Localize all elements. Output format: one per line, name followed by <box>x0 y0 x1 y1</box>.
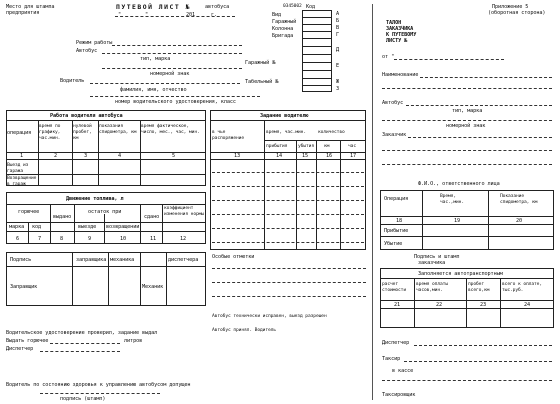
task-col-departure: убытия <box>298 144 314 149</box>
bus-label: Автобус <box>76 48 98 54</box>
stub-sign: Подпись и штамп <box>414 254 460 260</box>
fuel-col-issued: выдано <box>53 214 72 220</box>
task-num: 14 <box>276 153 283 159</box>
task-col-arrival: прибытия <box>266 144 288 149</box>
driver-name-sub: фамилия, имя, отчество <box>120 87 187 93</box>
plate-sub: номерной знак <box>150 71 190 77</box>
margin-letter: В <box>336 25 340 31</box>
stub-calc-title: Заполняется автотранспортным <box>418 271 503 277</box>
stub-title-2: (оборотная сторона) <box>488 10 546 16</box>
date-quote-1: " <box>118 12 122 18</box>
stub-calc-col: всего к оплате, тыс.руб. <box>502 282 542 293</box>
stamp-place-label: Место для штампа <box>6 4 55 10</box>
dw-col-odometer: показания спидометра, км <box>99 124 137 135</box>
bottom-liters: литров <box>124 338 143 344</box>
dw-col-zero-run: нулевой пробег, км <box>73 124 92 141</box>
fuel-sub-mark: марка <box>9 224 25 230</box>
driver-label: Водитель <box>60 78 85 84</box>
fuel-sub-out: выезде <box>78 224 97 230</box>
bottom-check-license: Водительское удостоверение проверил, задание выдал <box>6 330 158 336</box>
codes-title: Код <box>306 4 316 10</box>
margin-letter: Б <box>336 18 340 24</box>
bus-accepted: Автобус принял. Водитель <box>212 328 276 333</box>
sign-label: Подпись <box>10 257 32 263</box>
fuel-col-fuel: горючее <box>18 209 40 215</box>
stub-sign-2: заказчика <box>418 260 446 266</box>
stub-num: 18 <box>396 218 403 224</box>
stub-num: 19 <box>454 218 461 224</box>
codes-box <box>302 10 332 92</box>
task-num: 15 <box>302 153 309 159</box>
stub-calc-col: пробег всего,км <box>468 282 490 293</box>
stub-order: Заказчик <box>382 132 407 138</box>
margin-letter: Д <box>336 47 340 53</box>
margin-letter: З <box>336 86 340 92</box>
stub-bottom-dispatcher: Диспетчер <box>382 340 410 346</box>
margin-letter: Ж <box>336 79 340 85</box>
tech-check: Автобус технически исправен, выезд разрешен <box>212 314 327 319</box>
sign-fueler: заправщика <box>76 257 107 263</box>
dw-num-4: 4 <box>118 153 122 159</box>
stub-fio: Ф.И.О., ответственного лица <box>418 181 500 187</box>
fuel-col-handed: сдано <box>144 214 160 220</box>
fuel-col-coef: коэффициент изменения нормы <box>164 206 204 217</box>
task-num: 16 <box>326 153 333 159</box>
code-garage: Гаражный <box>272 19 297 25</box>
stub-calc-num: 23 <box>480 302 487 308</box>
stub-num: 20 <box>516 218 523 224</box>
okud-code: 0345002 <box>283 4 302 9</box>
fuel-num: 11 <box>150 236 157 242</box>
stub-bottom-taxirovshik: Таксировщик <box>382 392 416 398</box>
stub-line-1: ТАЛОН <box>386 20 402 26</box>
stub-bottom-taxir: Таксир <box>382 356 401 362</box>
task-title: Задание водителю <box>260 113 309 119</box>
stub-calc-num: 22 <box>436 302 443 308</box>
stub-col-odo: Показание спидометра, км <box>500 194 538 205</box>
stub-bottom-cash: в кассе <box>392 368 414 374</box>
dw-col-operation: операция <box>7 130 32 136</box>
driver-work-title: Работа водителя автобуса <box>50 113 123 119</box>
mechanic-label: Механик <box>142 284 164 290</box>
stub-calc-col: время оплаты часов,мин. <box>416 282 448 293</box>
task-col-count: количество <box>318 130 345 135</box>
garage-number-label: Гаражный № <box>245 60 276 66</box>
task-col-km: км <box>324 144 330 149</box>
fuel-col-remain: остаток при <box>88 209 122 215</box>
stub-calc-num: 21 <box>394 302 401 308</box>
bottom-sign-stamp: подпись (штамп) <box>60 396 106 402</box>
work-mode-label: Режим работы <box>76 40 113 46</box>
margin-letter: Е <box>336 63 340 69</box>
document-title: ПУТЕВОЙ ЛИСТ № <box>116 3 191 11</box>
dw-col-schedule: время по графику, час.мин. <box>39 124 61 141</box>
special-notes: Особые отметки <box>212 254 255 260</box>
stub-col-time: Время, час.,мин. <box>440 194 464 205</box>
task-col-time: время, час.мин. <box>266 130 306 135</box>
margin-letter: А <box>336 11 340 17</box>
fuel-num: 6 <box>16 236 20 242</box>
bottom-health: Водитель по состоянию здоровья к управлению автобусом допущен <box>6 382 191 388</box>
fuel-num: 7 <box>38 236 42 242</box>
task-num: 13 <box>234 153 241 159</box>
stamp-place-label-2: предприятия <box>6 10 40 16</box>
fuel-num: 10 <box>120 236 127 242</box>
stub-title: Приложение 5 <box>492 4 529 10</box>
fuel-num: 8 <box>60 236 64 242</box>
bottom-dispatcher: Диспетчер <box>6 346 34 352</box>
fuel-num: 9 <box>88 236 92 242</box>
task-col-who: в чье распоряжение <box>212 130 244 141</box>
dw-num-3: 3 <box>84 153 88 159</box>
stub-col-op: Операция <box>384 196 409 202</box>
dw-row-return: Возвращение в гараж <box>7 176 37 187</box>
stub-line-4: ЛИСТУ № <box>386 38 408 44</box>
fuel-title: Движение топлива, л <box>66 196 124 202</box>
stub-op-arrival: Прибытие <box>384 228 409 234</box>
bus-type-sub: тип, марка <box>140 56 171 62</box>
date-year: 201 <box>186 12 196 18</box>
date-quote-2: " <box>145 12 149 18</box>
dw-col-actual-time: время фактическое, число, мес., час, мин. <box>141 124 200 135</box>
stub-calc-num: 24 <box>524 302 531 308</box>
dw-num-1: 1 <box>20 153 24 159</box>
stub-line-3: К ПУТЕВОМУ <box>386 32 417 38</box>
task-col-hour: час <box>348 144 356 149</box>
fuel-num: 12 <box>180 236 187 242</box>
dw-num-2: 2 <box>54 153 58 159</box>
sign-dispatcher: диспетчера <box>168 257 199 263</box>
stub-op-departure: Убытие <box>384 241 403 247</box>
dw-num-5: 5 <box>172 153 176 159</box>
stub-customer: Наименование <box>382 72 419 78</box>
license-sub: номер водительского удостоверения, класс <box>115 99 236 105</box>
stub-plate-sub: номерной знак <box>446 123 486 129</box>
stub-line-2: ЗАКАЗЧИКА <box>386 26 414 32</box>
fuel-sub-code: код <box>32 224 42 230</box>
fueler-label: Заправщик <box>10 284 38 290</box>
code-kind: Вид <box>272 12 282 18</box>
margin-letter: Г <box>336 32 340 38</box>
tab-number-label: Табельный № <box>245 79 279 85</box>
stub-calc-table <box>380 268 554 328</box>
fuel-sub-return: возвращении <box>106 224 140 230</box>
code-column: Колонна <box>272 26 294 32</box>
stub-cut-line <box>372 4 373 400</box>
bottom-issue-fuel: Выдать горючее <box>6 338 49 344</box>
stub-bus-sub: тип, марка <box>452 108 483 114</box>
stub-date: от " <box>382 54 395 60</box>
stub-bus: Автобус <box>382 100 404 106</box>
code-brigade: Бригада <box>272 33 294 39</box>
sign-mechanic: механика <box>110 257 135 263</box>
date-year-suffix: г. <box>211 12 218 18</box>
dw-row-out: Выезд из гаража <box>7 163 29 174</box>
task-num: 17 <box>350 153 357 159</box>
stub-calc-col: расчет стоимости <box>382 282 406 293</box>
document-subtitle: автобуса <box>205 4 230 10</box>
